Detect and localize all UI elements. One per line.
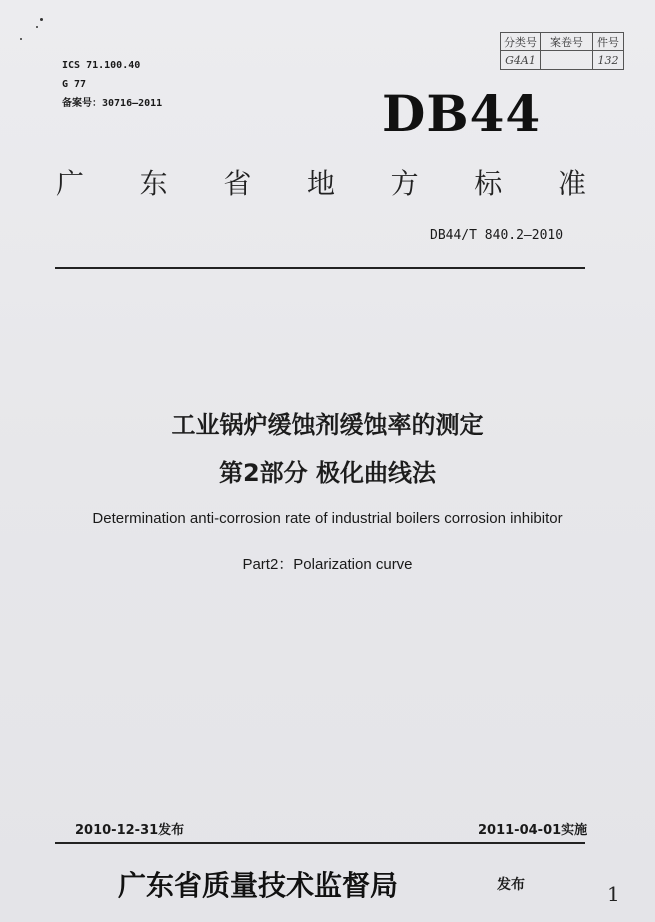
title-cn-line2: 第2部分 极化曲线法 <box>218 459 437 487</box>
publish-label: 发布 <box>497 877 525 893</box>
top-divider <box>55 267 585 269</box>
title-en-line2: Part2：Polarization curve <box>242 556 413 573</box>
stamp-header-item: 件号 <box>593 33 623 51</box>
db44-mark: DB44 <box>382 84 542 143</box>
implement-date: 2011-04-01实施 <box>478 823 588 838</box>
scan-speck <box>20 38 22 40</box>
standard-code: DB44/T 840.2—2010 <box>430 228 564 243</box>
stamp-value-file <box>541 51 593 69</box>
standard-name-char: 方 <box>390 167 419 200</box>
standard-name-char: 东 <box>139 167 168 200</box>
metadata-block <box>62 56 162 113</box>
publisher-name: 广东省质量技术监督局 <box>118 869 399 902</box>
issue-date: 2010-12-31发布 <box>75 823 185 838</box>
title-en-line1: Determination anti-corrosion rate of industrial boilers corrosion inhibitor <box>92 510 563 527</box>
standard-name <box>56 162 586 202</box>
scan-speck <box>40 18 43 21</box>
record-number: 备案号：30716—2011 <box>62 98 163 109</box>
ccs-code: G 77 <box>62 79 87 90</box>
standard-name-char: 标 <box>474 167 503 200</box>
standard-name-char: 地 <box>306 167 335 200</box>
stamp-header-category: 分类号 <box>501 33 541 51</box>
archive-stamp-table <box>500 32 624 70</box>
standard-name-char: 省 <box>223 167 252 200</box>
ics-code: ICS 71.100.40 <box>62 60 141 71</box>
standard-name-char: 广 <box>56 167 85 200</box>
title-cn-line1: 工业锅炉缓蚀剂缓蚀率的测定 <box>171 411 484 439</box>
standard-name-char: 准 <box>557 167 586 200</box>
stamp-header-file: 案卷号 <box>541 33 593 51</box>
stamp-value-item: 132 <box>597 53 619 67</box>
page-number: 1 <box>607 882 620 906</box>
scan-speck <box>36 26 38 28</box>
stamp-value-category: G4A1 <box>501 51 541 69</box>
bottom-divider <box>55 842 585 844</box>
